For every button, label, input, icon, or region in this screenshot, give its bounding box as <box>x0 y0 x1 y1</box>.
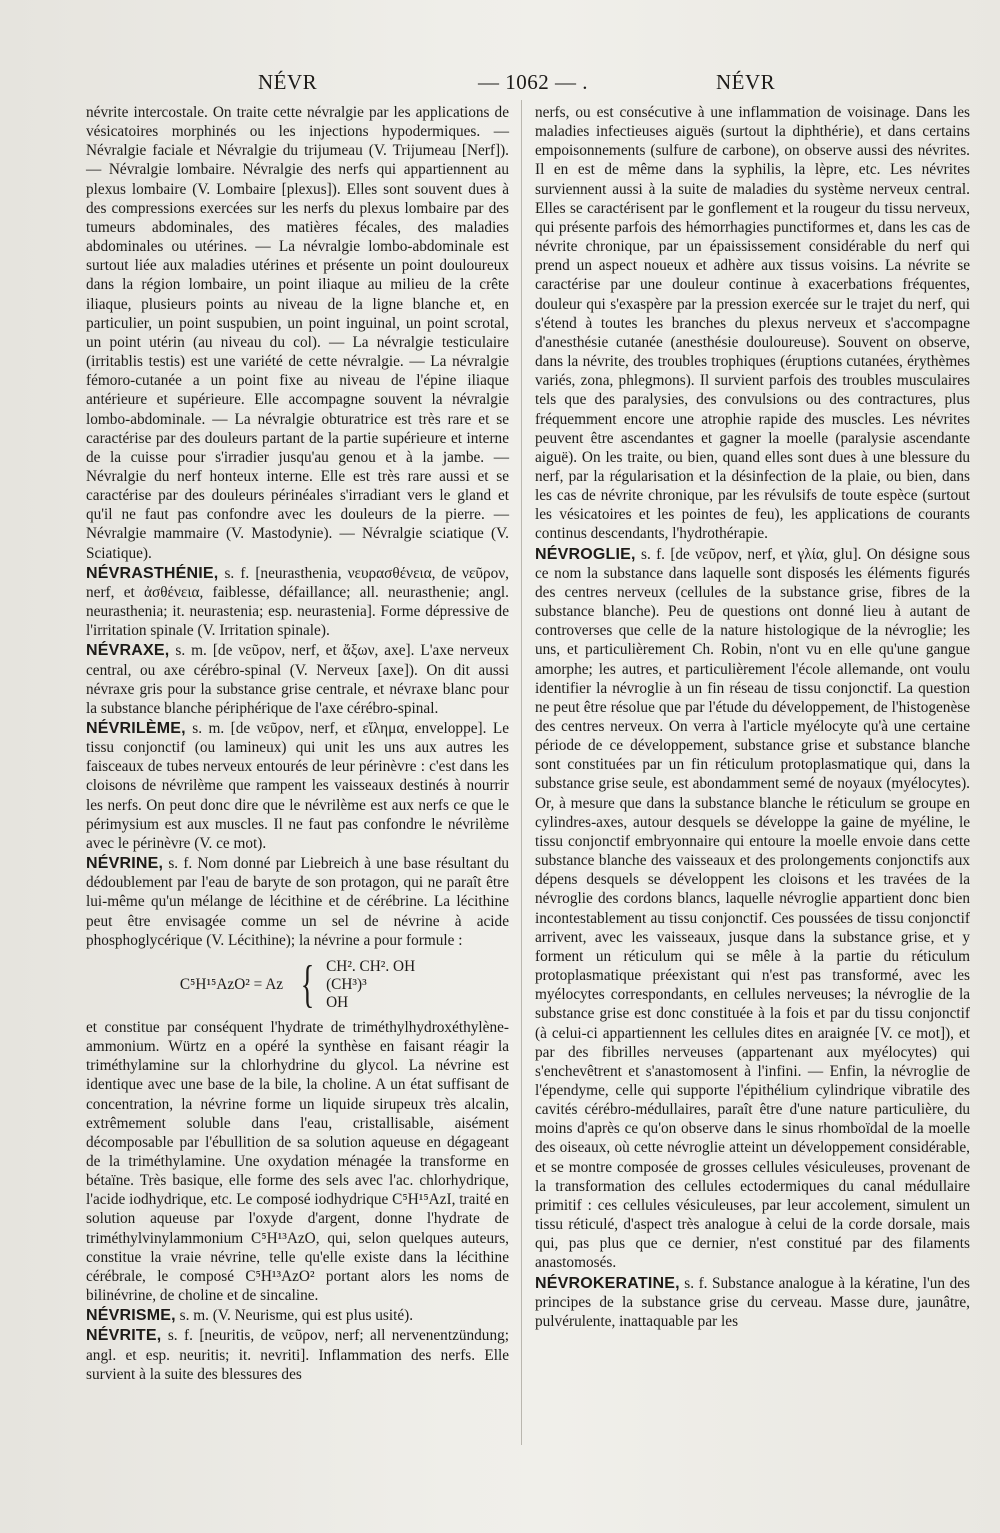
page-number: — 1062 — . <box>478 70 588 94</box>
running-head-right: NÉVR <box>716 70 776 94</box>
definition: s. m. [de νεῦρον, nerf, et εἴλημα, enveloppe]. Le tissu conjonctif (ou lamineux) qui unit les uns aux autres les faisceaux de tubes nerveux entourés de leur périnèvre : c'est dans les cloisons de névrilème que rampent les vaisseaux destinés à nourrir les nerfs. On peut donc dire que le névrilème est aux nerfs ce que le périmysium est aux muscles. Il ne faut pas confondre le névrilème avec le périnèvre (V. ce mot). <box>86 720 510 852</box>
headword: NÉVRITE, <box>86 1327 162 1345</box>
entry-nevroglie <box>535 545 970 1273</box>
definition: s. f. Substance analogue à la kératine, l'un des principes de la substance grise du cerveau. Masse dure, jaunâtre, pulvérulente, inattaquable par les <box>535 1274 970 1330</box>
continued-entry-nevralgie: névrite intercostale. On traite cette névralgie par les applications de vésicatoires morphinés ou les injections hypodermiques. — Névralgie faciale et Névralgie du trijumeau (V. Trijumeau [Nerf]). — Névralgie lombaire. Névralgie des nerfs qui appartiennent au plexus lombaire (V. Lombaire [plexus]). Elles sont souvent dues à des compressions exercées sur les nerfs du plexus lombaire par des tumeurs abdominales, des matières fécales, des maladies abdominales ou utérines. — La névralgie lombo-abdominale est surtout liée aux maladies utérines et présente un point douloureux dans la région lombaire, un point iliaque au milieu de la crête iliaque, plusieurs points au niveau de la ligne blanche et, en particulier, un point suspubien, un point inguinal, un point scrotal, un point utérin (au niveau du col). — La névralgie testiculaire (irritablis testis) est une variété de cette névralgie. — La névralgie fémoro-cutanée a un point fixe au niveau de l'épine iliaque antérieure et supérieure. Elle accompagne souvent la névralgie lombo-abdominale. — La névralgie obturatrice est très rare et se caractérise par des douleurs partant de la partie supérieure et interne de la cuisse pour s'irradier jusqu'au genou et à la jambe. — Névralgie du nerf honteux interne. Elle est très rare aussi et se caractérise par des douleurs périnéales s'irradiant vers le gland et qu'il ne faut pas confondre avec les douleurs de la pierre. — Névralgie mammaire (V. Mastodynie). — Névralgie sciatique (V. Sciatique). <box>86 104 509 562</box>
headword: NÉVRISME, <box>86 1307 176 1325</box>
entry-nevrine-continued: et constitue par conséquent l'hydrate de triméthylhydroxéthylène-ammonium. Würtz en a opéré la synthèse en faisant réagir la triméthylamine sur la chlorhydrine du glycol. La névrine est identique avec une base de la bile, la choline. A un état suffisant de concentration, la névrine forme un liquide sirupeux très alcalin, extrêmement soluble dans l'eau, cristallisable, aisément décomposable par l'ébullition de sa solution aqueuse en dégageant de la triméthylamine. Une oxydation ménagée la transforme en bétaïne. Très basique, elle forme des sels avec l'ac. chlorhydrique, l'acide iodhydrique, etc. Le composé iodhydrique C⁵H¹⁵AzI, traité en solution aqueuse par l'oxyde d'argent, donne l'hydrate de triméthylvinylammonium C⁵H¹³AzO, qui, selon quelques auteurs, constitue la vraie névrine, telle qu'elle existe dans la lécithine cérébrale, le composé C⁵H¹³AzO² portant alors les noms de bilinévrine, de choline et de sincaline. <box>86 1018 509 1305</box>
entry-nevrine <box>86 854 509 950</box>
formula-groups <box>326 958 415 1012</box>
column-divider <box>521 100 522 1445</box>
formula-lhs: C⁵H¹⁵AzO² = Az <box>179 976 284 994</box>
definition: s. m. [de νεῦρον, nerf, et ἄξων, axe]. L'axe nerveux central, ou axe cérébro-spinal (V. Nerveux [axe]). On dit aussi névraxe gris pour la substance grise centrale, et névraxe blanc pour la substance blanche périphérique de l'axe cérébro-spinal. <box>86 642 509 717</box>
running-head-left: NÉVR <box>258 70 318 94</box>
definition: s. f. [de νεῦρον, nerf, et γλία, glu]. On désigne sous ce nom la substance dans laquelle sont disposés les éléments figurés des centres nerveux (cellules de la substance grise, fibres de la substance blanche). Peu de questions ont donné lieu à autant de controverses que celle de la nature histologique de la névroglie; les uns, et particulièrement Ch. Robin, n'ont vu en elle qu'une gangue amorphe; les autres, et particulièrement l'école allemande, ont voulu identifier la névroglie à un fin réseau de tissu conjonctif. La question ne peut être résolue que par l'étude du développement, de l'histogenèse des centres nerveux. On verra à l'article myélocyte qu'à une certaine période de ce développement, substance grise et substance blanche sont constituées par un fin réticulum protoplasmatique qui, dans la substance grise seule, est abondamment semé de noyaux (myélocytes). Or, à mesure que dans la substance blanche le réticulum se groupe en cylindres-axes, autour desquels se développe la gaine de myéline, le tissu conjonctif embryonnaire qui entoure la moelle envoie dans cette substance blanche des vaisseaux et des prolongements conjonctifs aux dépens desquels se développent les cloisons et les travées de la névroglie des cordons blancs, laquelle névroglie appartient donc bien incontestablement au tissu conjonctif. Ces poussées de tissu conjonctif arrivent, avec les vaisseaux, jusque dans la substance grise, et y forment un réticulum qui se mêle à la partie du réticulum protoplasmatique préexistant qui n'est pas transformé, avec les myélocytes correspondants, en cellules nerveuses; la névroglie de la substance grise est donc constituée à la fois et par du tissu conjonctif (à celui-ci appartiennent les cellules dites en araignée [V. ce mot]), et par des fibrilles nerveuses (appartenant aux myélocytes) qui s'enchevêtrent et s'anastomosent à l'infini. — Enfin, la névroglie de l'épendyme, celle qui supporte l'épithélium cylindrique vibratile des cavités cérébro-médullaires, paraît être d'une nature particulière, du moins d'après ce qu'on observe dans le sinus rhomboïdal de la moelle des oiseaux, où cette névroglie atteint un développement considérable, et se montre composée de grosses cellules vésiculeuses, provenant de la transformation des cellules ectodermiques du canal médullaire primitif : ces cellules vésiculeuses, par leur accolement, simulent un tissu réticulé, d'aspect très analogue à celui de la corde dorsale, mais qui, pas plus que ce dernier, n'est constitué par des filaments anastomosés. <box>535 545 970 1272</box>
entry-nevraxe <box>86 641 509 718</box>
definition: s. f. [neuritis, de νεῦρον, nerf; all nervenentzündung; angl. et esp. neuritis; it. nevriti]. Inflammation des nerfs. Elle survient à la suite des blessures des <box>86 1327 509 1383</box>
definition: s. f. [neurasthenia, νευρασθένεια, de νεῦρον, nerf, et ἀσθένεια, faiblesse, défaillance; all. neurasthenie; angl. neurasthenia; it. neurastenia; esp. neurastenia]. Forme dépressive de l'irritation spinale (V. Irritation spinale). <box>86 564 509 640</box>
entry-nevrasthenie <box>86 564 509 641</box>
headword: NÉVRINE, <box>86 855 164 873</box>
left-column <box>86 103 509 1384</box>
entry-nevrite <box>86 1326 509 1383</box>
definition: s. f. Nom donné par Liebreich à une base résultant du dédoublement par l'eau de baryte de son protagon, qui ne paraît être lui-même qu'un mélange de lécithine et de cérébrine. La lécithine peut être envisagée comme un sel de névrine à acide phosphoglycérique (V. Lécithine); la névrine a pour formule : <box>86 855 510 949</box>
headword: NÉVROKERATINE, <box>535 1274 680 1292</box>
entry-nevrisme <box>86 1306 509 1325</box>
formula-group: OH <box>326 993 349 1011</box>
chemical-formula <box>86 955 509 1013</box>
formula-group: CH². CH². OH <box>326 957 416 975</box>
right-column <box>535 103 970 1331</box>
entry-nevrokeratine <box>535 1274 970 1331</box>
brace-icon: { <box>300 955 315 1013</box>
formula-group: (CH³)³ <box>326 975 367 993</box>
headword: NÉVRILÈME, <box>86 720 186 737</box>
entry-nevrileme <box>86 719 509 853</box>
definition: s. m. (V. Neurisme, qui est plus usité). <box>179 1307 414 1325</box>
headword: NÉVRAXE, <box>86 642 170 660</box>
headword: NÉVRASTHÉNIE, <box>86 564 219 582</box>
headword: NÉVROGLIE, <box>535 545 636 563</box>
entry-nevrite-continued: nerfs, ou est consécutive à une inflammation de voisinage. Dans les maladies infectieuses aiguës (surtout la diphthérie), et dans certains empoisonnements (sulfure de carbone), on observe aussi des névrites. Il en est de même dans la syphilis, la lèpre, etc. Les névrites surviennent aussi à la suite de maladies du système nerveux central. Elles se caractérisent par le gonflement et la rougeur du tissu nerveux, qui présente parfois des hémorrhagies punctiformes et, dans les cas de névrite chronique, par un épaississement considérable du nerf qui prend un aspect noueux et adhère aux tissus voisins. La névrite se caractérise par une douleur continue à exacerbations fréquentes, douleur qui s'exaspère par la pression exercée sur le trajet du nerf, qui s'étend à toutes les branches du plexus nerveux et s'accompagne d'anesthésie cutanée (anesthésie douloureuse). Souvent on observe, dans la névrite, des troubles trophiques (éruptions cutanées, érythèmes variés, zona, phlegmons). Il survient parfois des troubles musculaires tels que des paralysies, des convulsions ou des contractures, plus fréquemment encore une atrophie rapide des muscles. Les névrites peuvent être ascendantes et gagner la moelle (paralysie ascendante aiguë). On les traite, ou bien, quand elles sont dues à une blessure du nerf, par la régularisation et la désinfection de la plaie, ou bien, dans les cas de névrite chronique, par les révulsifs de toute espèce (surtout les vésicatoires et les pointes de feu), les applications de courants continus descendants, l'hydrothérapie. <box>535 104 970 543</box>
